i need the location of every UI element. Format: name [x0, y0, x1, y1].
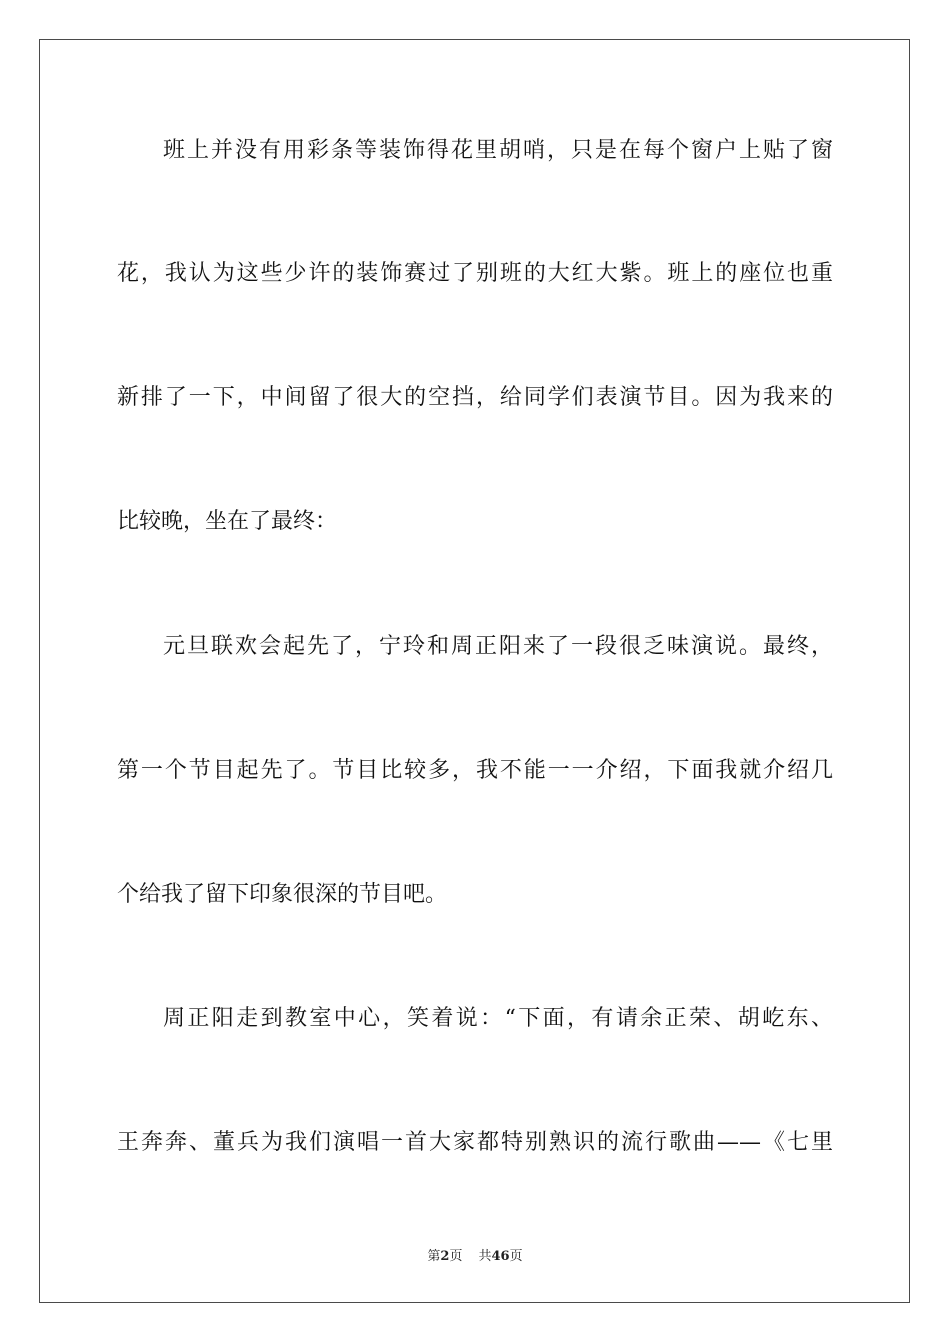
page-prefix: 第	[427, 1249, 441, 1264]
total-suffix: 页	[509, 1249, 523, 1264]
paragraph-1-line-1: 班上并没有用彩条等装饰得花里胡哨，只是在每个窗户上贴了窗	[163, 138, 833, 163]
paragraph-2-line-3: 个给我了留下印象很深的节目吧。	[117, 882, 448, 907]
paragraph-2-line-2: 第一个节目起先了。节目比较多，我不能一一介绍，下面我就介绍几	[117, 758, 833, 783]
paragraph-3-line-2: 王奔奔、董兵为我们演唱一首大家都特别熟识的流行歌曲——《七里	[117, 1130, 833, 1155]
paragraph-1-line-2: 花，我认为这些少许的装饰赛过了别班的大红大紫。班上的座位也重	[117, 261, 833, 286]
page-number: 2	[440, 1249, 450, 1264]
paragraph-1-line-3: 新排了一下，中间留了很大的空挡，给同学们表演节目。因为我来的	[117, 385, 833, 410]
page-suffix: 页	[449, 1249, 463, 1264]
paragraph-1-line-4: 比较晚，坐在了最终：	[117, 509, 338, 534]
total-prefix: 共	[478, 1249, 492, 1264]
page-footer	[0, 1248, 950, 1266]
page-border	[39, 39, 910, 1303]
paragraph-2-line-1: 元旦联欢会起先了，宁玲和周正阳来了一段很乏味演说。最终，	[163, 634, 833, 659]
total-pages: 46	[491, 1249, 510, 1264]
paragraph-3-line-1: 周正阳走到教室中心，笑着说：“下面，有请余正荣、胡屹东、	[163, 1006, 833, 1031]
